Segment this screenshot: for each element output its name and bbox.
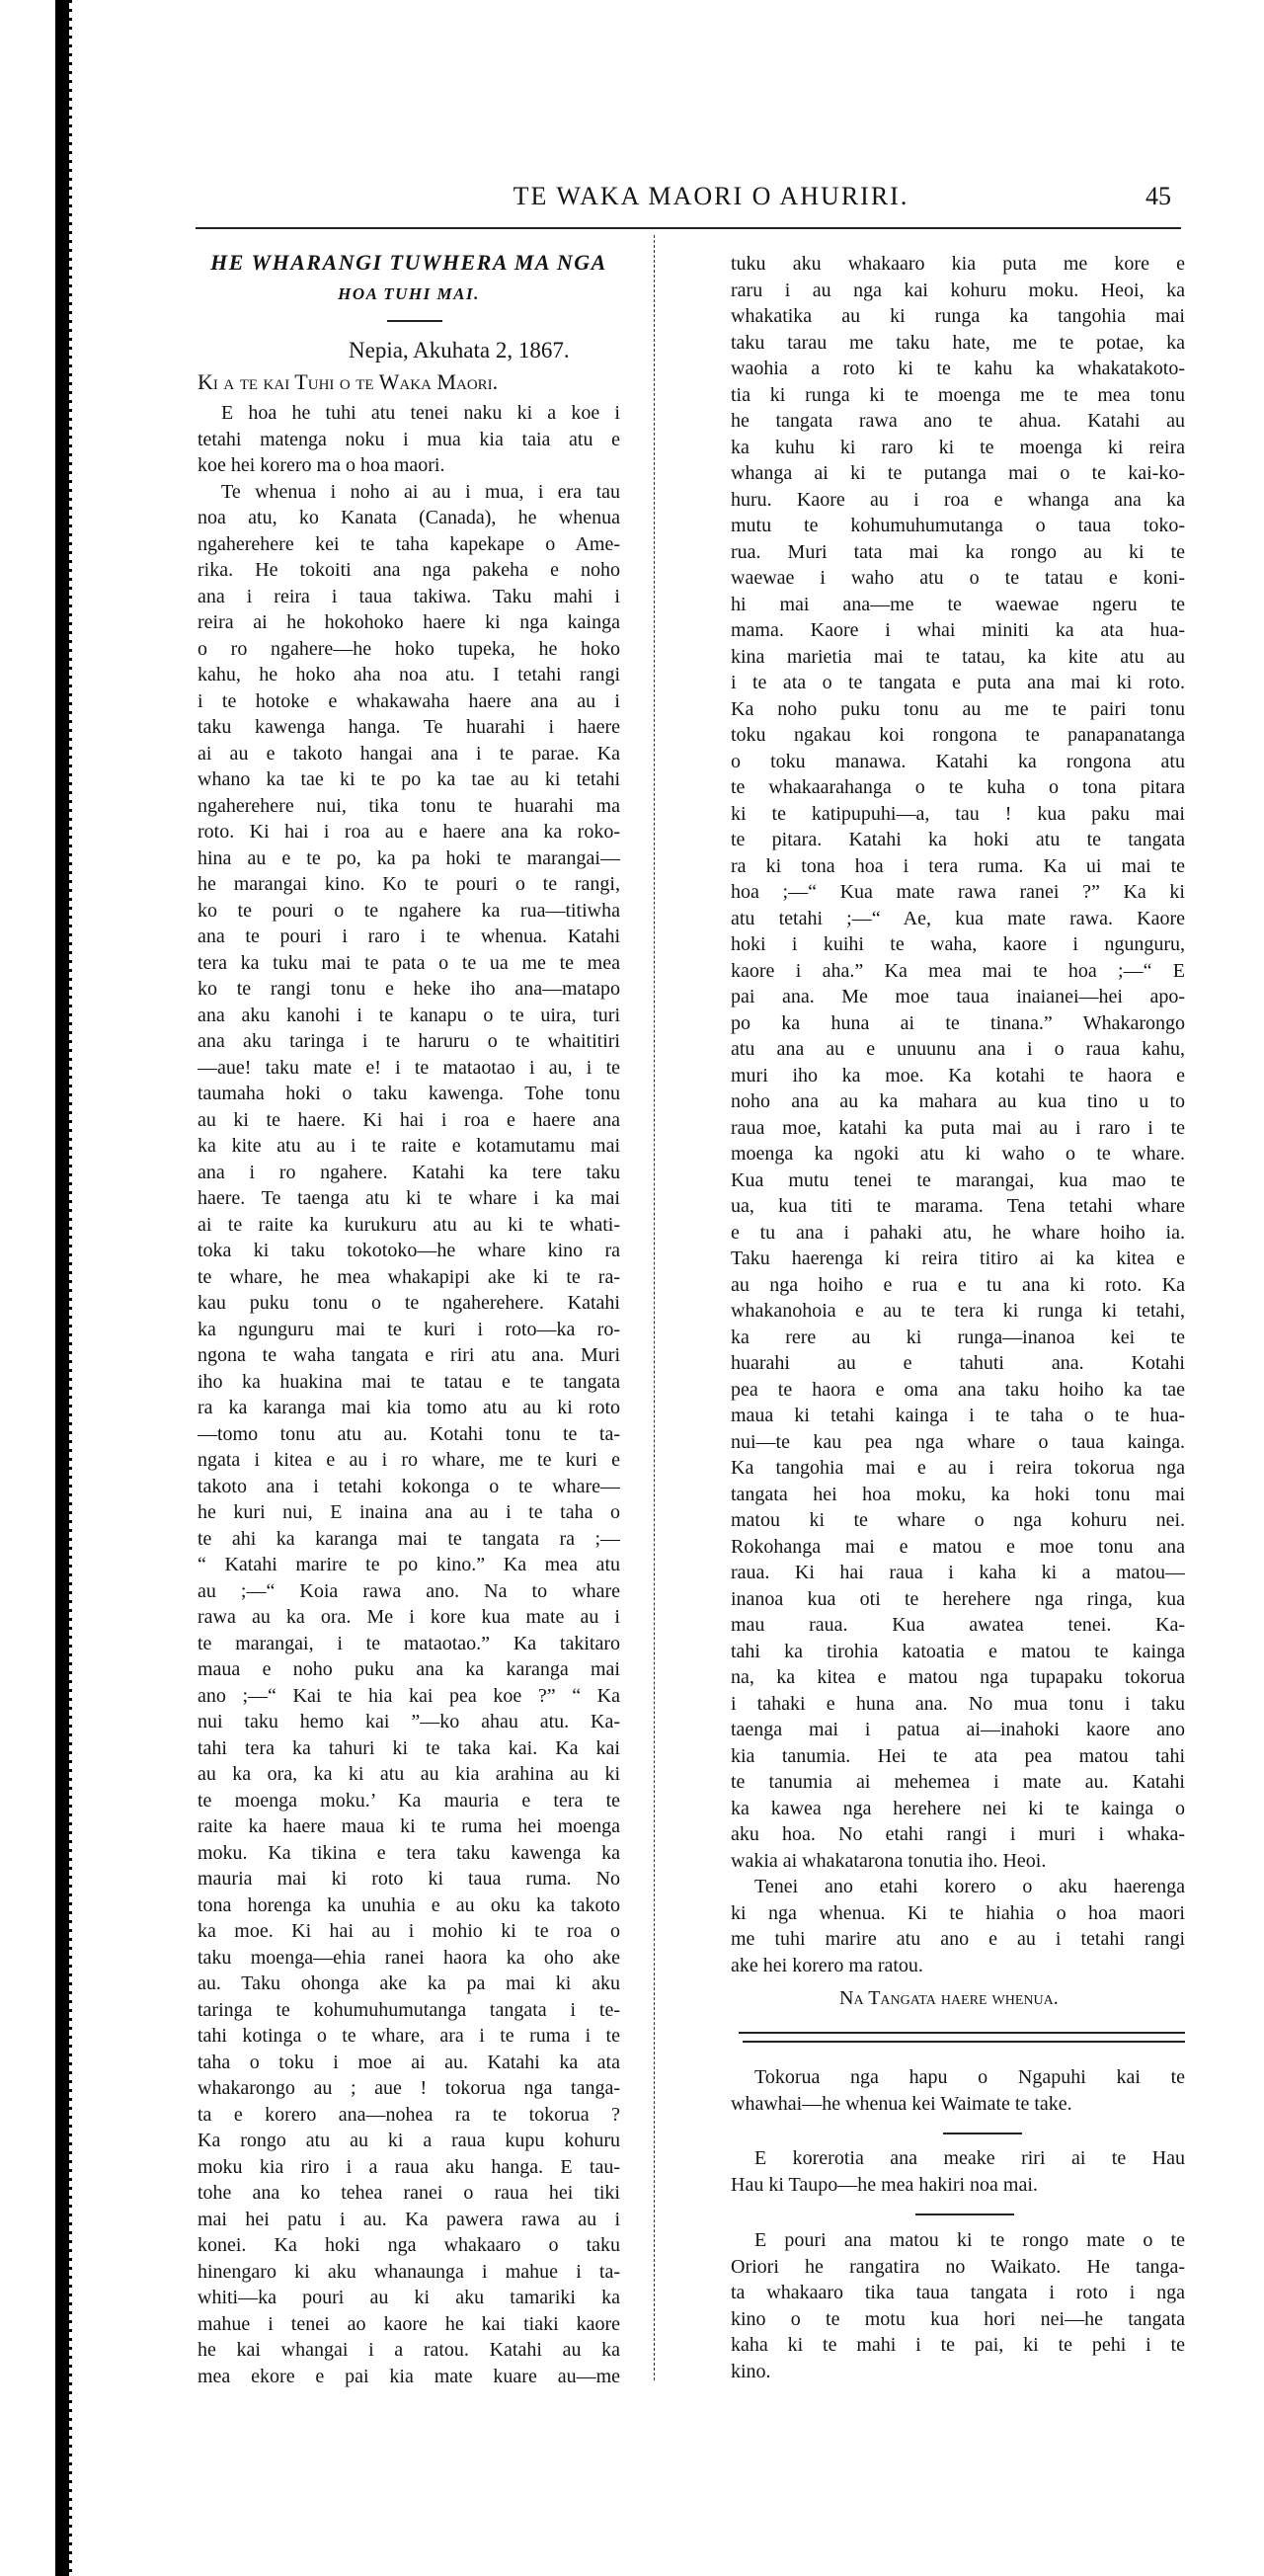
text-line: hoki i kuihi te waha, kaore i ngunguru, [731,933,1185,955]
text-line: he kuri nui, E inaina ana au i te taha o [198,1501,620,1523]
text-line: hoa ;—“ Kua mate rawa ranei ?” Ka ki [731,881,1185,903]
text-line: kino. [731,2360,771,2382]
header-rule [196,227,1181,229]
text-line: raite ka haere maua ki te ruma hei moenga [198,1815,620,1837]
text-line: rua. Muri tata mai ka rongo au ki te [731,540,1185,563]
text-line: ki nga whenua. Ki te hiahia o hoa maori [731,1901,1185,1924]
text-line: iho ka huakina mai te tatau e te tangata [198,1370,620,1393]
text-line: maua e noho puku ana ka karanga mai [198,1658,620,1680]
letter-closing [731,1874,1185,1978]
news-item-ngapuhi [731,2064,1185,2117]
text-line: Te whenua i noho ai au i mua, i era tau [221,480,620,503]
text-line: tahi tera ka tahuri ki te taka kai. Ka kai [198,1736,620,1759]
text-line: ka rere au ki runga—inanoa kei te [731,1326,1185,1348]
text-line: ka kawea nga herehere nei ki te kainga o [731,1797,1185,1819]
double-rule-bottom [743,2041,1185,2043]
text-line: ai au e takoto hangai ana i te parae. Ka [198,742,620,765]
text-line: rawa au ka ora. Me i kore kua mate au i [198,1606,620,1628]
text-line: taha o toku i moe ai au. Katahi ka ata [198,2051,620,2073]
text-line: tera ka tuku mai te pata o te ua me te mea [198,951,620,974]
text-line: mea ekore e pai kia mate kuare au—me [198,2365,620,2387]
text-line: ka moe. Ki hai au i mohio ki te roa o [198,1920,620,1942]
text-line: Ka noho puku tonu au me te pairi tonu [731,697,1185,720]
text-line: kaore i aha.” Ka mea mai te hoa ;—“ E [731,959,1185,982]
text-line: ko te pouri o te ngahere ka rua—titiwha [198,899,620,922]
text-line: ano ;—“ Kai te hia kai pea koe ?” “ Ka [198,1684,620,1707]
text-line: mama. Kaore i whai miniti ka ata hua- [731,619,1185,641]
text-line: maua ki tetahi kainga i te taha o te hua- [731,1405,1185,1426]
news-separator [915,2214,1014,2215]
text-line: tia ki runga ki te moenga me te mea tonu [731,383,1185,406]
text-line: ana te pouri i raro i te whenua. Katahi [198,926,620,947]
text-line: me tuhi marire atu ano e au i tetahi rangi [731,1928,1185,1950]
column-divider [654,235,655,2380]
text-line: taku moenga—ehia ranei haora ka oho ake [198,1946,620,1969]
text-line: Kua mutu tenei te marangai, kua mao te [731,1168,1185,1191]
text-line: raua moe, katahi ka puta mai au i raro i te [731,1116,1185,1139]
text-line: whakarongo au ; aue ! tokorua nga tanga- [198,2077,620,2099]
heading-line: HE WHARANGI TUWHERA MA NGA [210,250,607,275]
text-line: tona horenga ka unuhia e au oku ka takoto [198,1893,620,1916]
text-line: tohe ana ko tehea ranei o raua hei tiki [198,2182,620,2204]
text-line: waohia a roto ki te kahu ka whakatakoto- [731,358,1185,379]
text-line: mai hei patu i au. Ka pawera rawa au i [198,2208,620,2230]
text-line: ra ki tona hoa i tera ruma. Ka ui mai te [731,854,1185,877]
salutation: Ki a te kai Tuhi o te Waka Maori. [198,369,499,394]
text-line: ua, kua titi te marama. Tena tetahi whare [731,1195,1185,1217]
text-line: pai ana. Me moe taua inaianei—hei apo- [731,986,1185,1007]
text-line: o ro ngahere—he hoko tupeka, he hoko [198,637,620,660]
text-line: hi mai ana—me te waewae ngeru te [731,593,1185,615]
text-line: Ka rongo atu au ki a raua kupu kohuru [198,2130,620,2151]
text-line: E korerotia ana meake riri ai te Hau [754,2147,1185,2169]
text-line: Taku haerenga ki reira titiro ai ka kitea e [731,1248,1185,1269]
news-separator [943,2133,1022,2134]
text-line: Tokorua nga hapu o Ngapuhi kai te [754,2066,1185,2088]
text-line: “ Katahi marire te po kino.” Ka mea atu [198,1554,620,1575]
dateline: Nepia, Akuhata 2, 1867. [349,338,570,362]
text-line: ka kite atu au i te raite e kotamutamu mai [198,1135,620,1157]
text-line: nui—te kau pea nga whare o taua kainga. [731,1430,1185,1453]
text-line: koe hei korero ma o hoa maori. [198,454,445,476]
text-line: ngaherehere nui, tika tonu te huarahi ma [198,794,620,817]
text-line: taringa te kohumuhumutanga tangata i te- [198,1998,620,2021]
text-line: whakanohoia e au te tera ki runga ki tetahi, [731,1300,1185,1322]
text-line: te ahi ka karanga mai te tangata ra ;— [198,1527,620,1550]
text-line: Oriori he rangatira no Waikato. He tanga- [731,2255,1185,2278]
letter-body-right [731,251,1185,1874]
text-line: nui taku hemo kai ”—ko ahau atu. Ka- [198,1711,620,1732]
text-line: kino o te motu kua hori nei—he tangata [731,2307,1185,2330]
text-line: mahue i tenei ao kaore he kai tiaki kaore [198,2312,620,2335]
text-line: roto. Ki hai i roa au e haere ana ka roko- [198,821,620,843]
text-line: tahi kotinga o te whare, ara i te ruma i te [198,2025,620,2047]
text-line: takoto ana i tetahi kokonga o te whare— [198,1475,620,1497]
text-line: huru. Kaore au i roa e whanga ana ka [731,488,1185,511]
text-line: atu ana au e unuunu ana i o raua kahu, [731,1038,1185,1060]
text-line: whano ka tae ki te po ka tae au ki tetahi [198,768,620,790]
text-line: whakatika au ki runga ka tangohia mai [731,305,1185,327]
text-line: toku ngakau koi rongona te panapanatanga [731,724,1185,746]
text-line: i te hotoke e whakawaha haere ana au i [198,689,620,712]
text-line: ka kuhu ki raro ki te moenga ki reira [731,436,1185,458]
running-title: TE WAKA MAORI O AHURIRI. [513,182,909,210]
text-line: ana aku taringa i te haruru o te whaititiri [198,1030,620,1052]
text-line: he marangai kino. Ko te pouri o te rangi, [198,873,620,895]
heading-line: HOA TUHI MAI. [338,284,480,303]
text-line: Tenei ano etahi korero o aku haerenga [754,1876,1185,1897]
text-line: huarahi au e tahuti ana. Kotahi [731,1352,1185,1374]
text-line: aku hoa. No etahi rangi i muri i whaka- [731,1823,1185,1845]
text-line: E pouri ana matou ki te rongo mate o te [754,2229,1185,2251]
text-line: reira ai he hokohoko haere ki nga kainga [198,611,620,633]
text-line: noho ana au ka mahara au kua tino u to [731,1090,1185,1112]
text-line: taku kawenga hanga. Te huarahi i haere [198,716,620,738]
text-line: Ka tangohia mai e au i reira tokorua nga [731,1457,1185,1479]
paragraph [731,2227,1185,2384]
text-line: i tahaki e huna ana. No mua tonu i taku [731,1692,1185,1715]
text-line: toka ki taku tokotoko—he whare kino ra [198,1240,620,1261]
double-rule-top [739,2032,1185,2034]
text-line: o toku manawa. Katahi ka rongona atu [731,750,1185,772]
text-line: ta e korero ana—nohea ra te tokorua ? [198,2103,620,2126]
text-line: au ;—“ Koia rawa ano. Na to whare [198,1579,620,1602]
text-line: ko te rangi tonu e heke iho ana—matapo [198,978,620,1000]
text-line: taumaha hoki o taku kawenga. Tohe tonu [198,1083,620,1104]
paragraph [731,1874,1185,1978]
text-line: kia tanumia. Hei te ata pea matou tahi [731,1744,1185,1767]
page-binding-speckle [69,0,72,2576]
text-line: noa atu, ko Kanata (Canada), he whenua [198,507,620,528]
text-line: kahu, he hoko aha noa atu. I tetahi rangi [198,664,620,685]
text-line: hina au e te po, ka pa hoki te marangai— [198,846,620,869]
text-line: ana i reira i taua takiwa. Taku mahi i [198,585,620,607]
text-line: tangata hei hoa moku, ka hoki tonu mai [731,1483,1185,1505]
text-line: kau puku tonu o te ngaherehere. Katahi [198,1292,620,1314]
text-line: muri iho ka moe. Ka kotahi te haora e [731,1064,1185,1087]
text-line: ana aku kanohi i te kanapu o te uira, turi [198,1004,620,1026]
text-line: te whare, he mea whakapipi ake ki te ra- [198,1265,620,1288]
text-line: haere. Te taenga atu ki te whare i ka mai [198,1187,620,1209]
heading-rule [387,320,442,322]
text-line: whawhai—he whenua kei Waimate te take. [731,2092,1072,2115]
text-line: mauria mai ki roto ki taua ruma. No [198,1868,620,1890]
text-line: ki te katipupuhi—a, tau ! kua paku mai [731,802,1185,825]
paragraph [198,400,620,479]
text-line: te tanumia ai mehemea i mate au. Katahi [731,1771,1185,1793]
text-line: e tu ana i pahaki atu, he whare hoiho ia. [731,1221,1185,1244]
text-line: ra ka karanga mai kia tomo atu au ki roto [198,1397,620,1418]
text-line: i te ata o te tangata e puta ana mai ki roto. [731,672,1185,693]
paragraph [731,2064,1185,2117]
text-line: tuku aku whakaaro kia puta me kore e [731,253,1185,275]
text-line: taku tarau me taku hate, me te potae, ka [731,331,1185,354]
text-line: raru i au nga kai kohuru moku. Heoi, ka [731,279,1185,301]
text-line: au ki te haere. Ki hai i roa e haere ana [198,1108,620,1131]
paragraph [198,479,620,2390]
text-line: taenga mai i patua ai—inahoki kaore ano [731,1719,1185,1740]
text-line: kina marietia mai te tatau, ka kite atu au [731,645,1185,668]
text-line: hinengaro ki aku whanaunga i mahue i ta- [198,2260,620,2283]
text-line: ai te raite ka kurukuru atu au ki te whati- [198,1213,620,1236]
text-line: Rokohanga mai e matou e moe tonu ana [731,1535,1185,1558]
text-line: atu tetahi ;—“ Ae, kua mate rawa. Kaore [731,907,1185,929]
text-line: te marangai, i te mataotao.” Ka takitaro [198,1632,620,1654]
text-line: he tangata rawa ano te ahua. Katahi au [731,410,1185,432]
text-line: au nga hoiho e rua e tu ana ki roto. Ka [731,1273,1185,1296]
text-line: pea te haora e oma ana taku hoiho ka tae [731,1378,1185,1401]
text-line: kaha ki te mahi i te pai, ki te pehi i te [731,2334,1185,2356]
text-line: inanoa kua oti te herehere nga ringa, kua [731,1587,1185,1610]
text-line: ngata i kitea e au i ro whare, me te kuri e [198,1449,620,1471]
text-line: moenga ka ngoki atu ki waho o te whare. [731,1143,1185,1165]
text-line: moku kia riro i a raua aku hanga. E tau- [198,2155,620,2178]
text-line: —aue! taku mate e! i te mataotao i au, i te [198,1056,620,1079]
text-line: ta whakaaro tika taua tangata i roto i nga [731,2282,1185,2303]
signature: Na Tangata haere whenua. [839,1987,1059,2009]
news-item-oriori [731,2227,1185,2384]
text-line: po ka huna ai te tinana.” Whakarongo [731,1011,1185,1034]
paragraph [731,2145,1185,2198]
letter-body-left [198,400,620,2389]
text-line: wakia ai whakatarona tonutia iho. Heoi. [731,1849,1047,1872]
text-line: ngona te waha tangata e riri atu ana. Muri [198,1344,620,1366]
text-line: te whakaarahanga o te kuha o tona pitara [731,776,1185,798]
text-line: tetahi matenga noku i mua kia taia atu e [198,428,620,450]
text-line: na, ka kitea e matou nga tupapaku tokorua [731,1666,1185,1688]
text-line: moku. Ka tikina e tera taku kawenga ka [198,1841,620,1864]
text-line: E hoa he tuhi atu tenei naku ki a koe i [221,402,620,424]
page-binding-edge [55,0,69,2576]
text-line: raua. Ki hai raua i kaha ki a matou— [731,1562,1185,1583]
text-line: he kai whangai i a ratou. Katahi au ka [198,2339,620,2361]
text-line: ana i ro ngahere. Katahi ka tere taku [198,1161,620,1183]
paragraph [731,251,1185,1874]
text-line: matou ki te whare o nga kohuru nei. [731,1509,1185,1531]
text-line: ka ngunguru mai te kuri i roto—ka ro- [198,1318,620,1340]
article-heading [198,247,620,310]
text-line: rika. He tokoiti ana nga pakeha e noho [198,559,620,581]
text-line: whanga ai ki te putanga mai o te kai-ko- [731,462,1185,484]
text-line: waewae i waho atu o te tatau e koni- [731,567,1185,589]
news-item-hauhau [731,2145,1185,2198]
page-number: 45 [1146,182,1171,210]
text-line: ngaherehere kei te taha kapekape o Ame- [198,532,620,555]
text-line: au. Taku ohonga ake ka pa mai ki aku [198,1972,620,1994]
text-line: Hau ki Taupo—he mea hakiri noa mai. [731,2173,1038,2196]
text-line: ake hei korero ma ratou. [731,1954,923,1976]
text-line: konei. Ka hoki nga whakaaro o taku [198,2234,620,2256]
text-line: te moenga moku.’ Ka mauria e tera te [198,1789,620,1811]
text-line: te pitara. Katahi ka hoki atu te tangata [731,829,1185,850]
text-line: mutu te kohumuhumutanga o taua toko- [731,515,1185,536]
text-line: mau raua. Kua awatea tenei. Ka- [731,1614,1185,1636]
text-line: tahi ka tirohia katoatia e matou te kainga [731,1640,1185,1662]
text-line: —tomo tonu atu au. Kotahi tonu te ta- [198,1422,620,1445]
text-line: whiti—ka pouri au ki aku tamariki ka [198,2287,620,2308]
text-line: au ka ora, ka ki atu au kia arahina au ki [198,1763,620,1785]
